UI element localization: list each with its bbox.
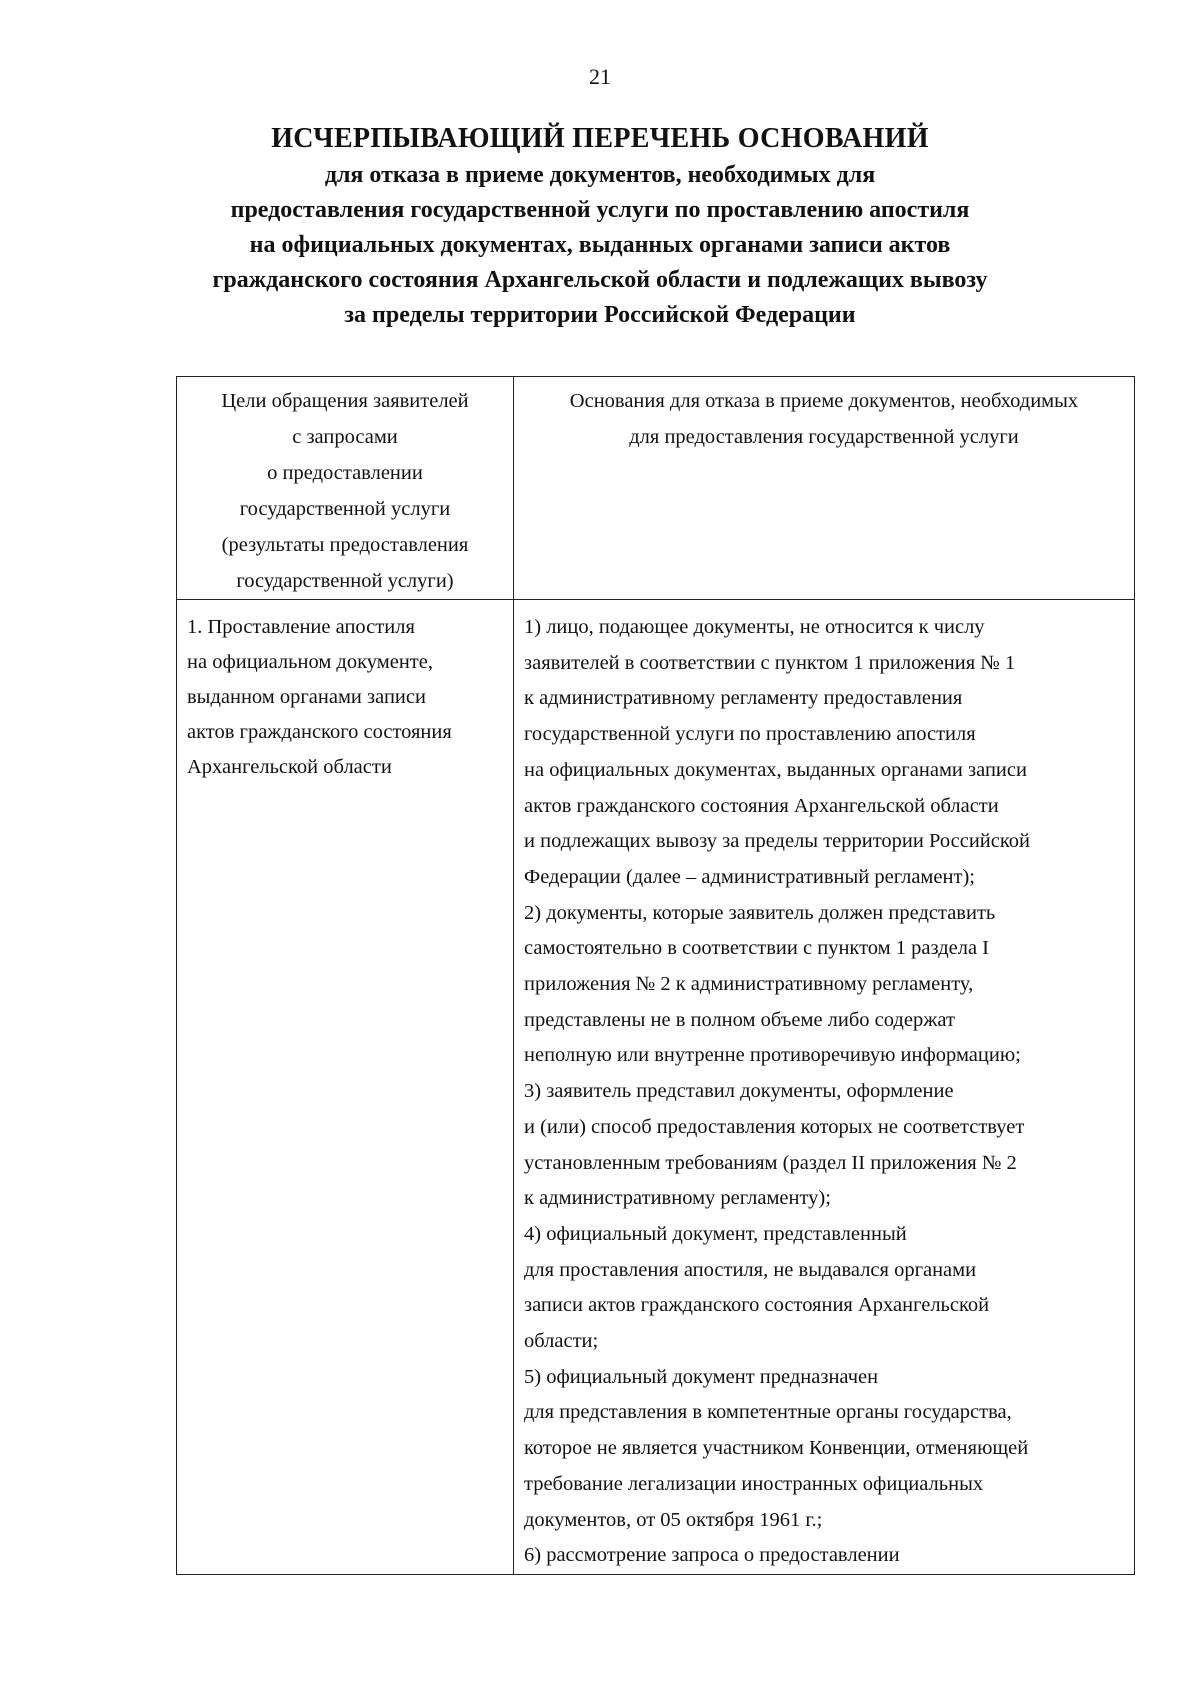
cell-text-line: записи актов гражданского состояния Архангельской [524, 1294, 990, 1317]
header-text-line: Цели обращения заявителей [221, 390, 469, 412]
cell-text-line: 1. Проставление апостиля [187, 616, 415, 638]
cell-text-line: выданном органами записи [187, 686, 426, 708]
document-subtitle-line: для отказа в приеме документов, необходимых для [324, 162, 876, 188]
table-row [177, 600, 1135, 1575]
row-grounds-cell [514, 600, 1135, 1575]
cell-text-line: приложения № 2 к административному регламенту, [524, 973, 974, 996]
header-text-line: государственной услуги [239, 498, 451, 520]
cell-text-line: и (или) способ предоставления которых не соответствует [524, 1115, 1025, 1138]
header-text-line: о предоставлении [267, 462, 423, 484]
cell-text-line: актов гражданского состояния [187, 721, 452, 743]
page-number: 21 [589, 64, 611, 89]
cell-text-line: и подлежащих вывозу за пределы территории Российской [524, 830, 1031, 853]
cell-text-line: неполную или внутренне противоречивую информацию; [524, 1044, 1021, 1067]
row-goal-cell [177, 600, 514, 1575]
cell-text-line: 3) заявитель представил документы, оформление [524, 1080, 954, 1103]
cell-text-line: представлены не в полном объеме либо содержат [524, 1008, 955, 1031]
cell-text-line: Архангельской области [187, 756, 392, 778]
grounds-table [176, 376, 1135, 1575]
cell-text-line: требование легализации иностранных официальных [524, 1472, 984, 1495]
header-text-line: государственной услуги) [236, 570, 454, 592]
cell-text-line: установленным требованиям (раздел II приложения № 2 [524, 1151, 1017, 1174]
header-cell-goals [177, 377, 514, 600]
cell-text-line: самостоятельно в соответствии с пунктом 1 раздела I [524, 937, 990, 960]
cell-text-line: на официальном документе, [187, 651, 433, 673]
cell-text-line: которое не является участником Конвенции, отменяющей [524, 1437, 1029, 1460]
cell-text-line: 5) официальный документ предназначен [524, 1365, 879, 1388]
cell-text-line: 1) лицо, подающее документы, не относится к числу [524, 616, 985, 638]
cell-text-line: для представления в компетентные органы государства, [524, 1401, 1012, 1424]
cell-text-line: Федерации (далее – административный регламент); [524, 865, 975, 888]
cell-text-line: актов гражданского состояния Архангельской области [524, 794, 999, 817]
cell-text-line: государственной услуги по проставлению апостиля [524, 723, 976, 746]
header-text-line: для предоставления государственной услуги [629, 426, 1019, 448]
cell-text-line: 6) рассмотрение запроса о предоставлении [524, 1544, 900, 1567]
document-subtitle-line: предоставления государственной услуги по проставлению апостиля [230, 197, 970, 223]
cell-text-line: к административному регламенту); [524, 1187, 831, 1210]
cell-text-line: для проставления апостиля, не выдавался органами [524, 1258, 977, 1281]
cell-text-line: области; [524, 1330, 599, 1353]
header-text-line: Основания для отказа в приеме документов, необходимых [569, 390, 1079, 412]
header-text-line: с запросами [292, 426, 398, 448]
header-text-line: (результаты предоставления [221, 534, 469, 556]
document-title: ИСЧЕРПЫВАЮЩИЙ ПЕРЕЧЕНЬ ОСНОВАНИЙ [271, 123, 929, 154]
cell-text-line: на официальных документах, выданных органами записи [524, 758, 1027, 781]
cell-text-line: заявителей в соответствии с пунктом 1 приложения № 1 [524, 651, 1016, 674]
document-subtitle-line: гражданского состояния Архангельской области и подлежащих вывозу [212, 267, 988, 293]
header-cell-grounds [514, 377, 1135, 600]
table-header-row [177, 377, 1135, 600]
document-subtitle-line: на официальных документах, выданных органами записи актов [249, 232, 951, 258]
cell-text-line: документов, от 05 октября 1961 г.; [524, 1508, 823, 1531]
cell-text-line: 4) официальный документ, представленный [524, 1222, 907, 1245]
document-heading [140, 120, 1060, 333]
document-subtitle-line: за пределы территории Российской Федерации [344, 302, 856, 328]
cell-text-line: к административному регламенту предоставления [524, 687, 963, 710]
cell-text-line: 2) документы, которые заявитель должен представить [524, 901, 996, 924]
